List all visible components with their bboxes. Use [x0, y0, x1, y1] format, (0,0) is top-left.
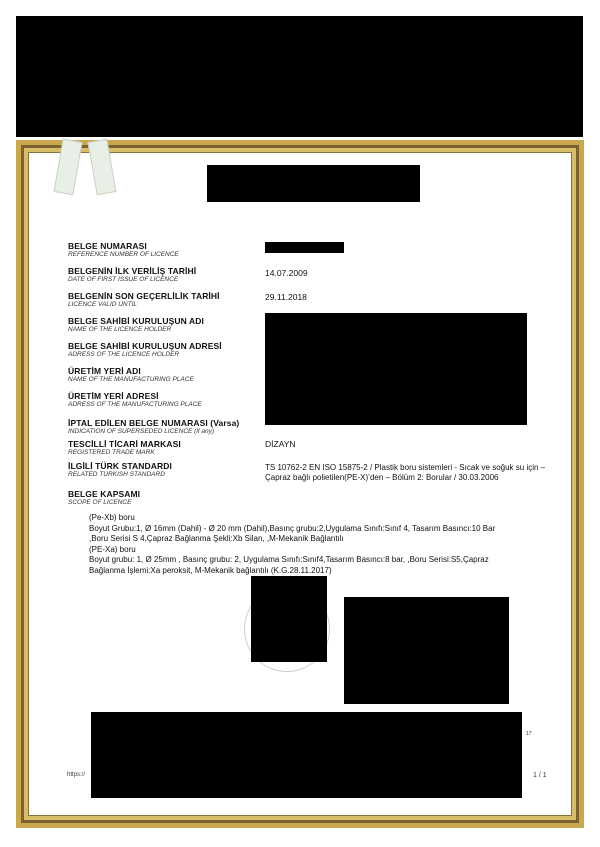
field-ilk-verilis-tarihi — [68, 266, 196, 284]
field-sahibi-adresi — [68, 341, 222, 359]
field-label: TESCİLLİ TİCARİ MARKASI — [68, 439, 181, 449]
field-belge-kapsami — [68, 489, 140, 507]
redacted-signature — [344, 597, 509, 704]
field-sublabel: DATE OF FIRST ISSUE OF LICENCE — [68, 276, 179, 283]
field-label: İPTAL EDİLEN BELGE NUMARASI (Varsa) — [68, 418, 240, 428]
scope-line: (Pe-Xb) boru — [89, 513, 135, 522]
field-uretim-yeri-adi — [68, 366, 194, 384]
field-label: BELGE SAHİBİ KURULUŞUN ADRESİ — [68, 341, 222, 351]
redacted-footer-text — [91, 712, 522, 798]
scope-line: (PE-Xa) boru — [89, 544, 136, 554]
field-sublabel: INDICATION OF SUPERSEDED LICENCE (if any) — [68, 428, 215, 435]
field-label: BELGE SAHİBİ KURULUŞUN ADI — [68, 316, 204, 326]
field-label: BELGE KAPSAMI — [68, 489, 141, 499]
scope-line: Bağlanma İşlemi:Xa peroksit, M-Mekanik bağlantılı (K.G.28.11.2017) — [89, 565, 332, 575]
redacted-header — [16, 16, 583, 137]
field-sublabel: NAME OF THE LICENCE HOLDER — [68, 326, 172, 333]
field-iptal-edilen-belge — [68, 418, 239, 436]
field-sublabel: LICENCE VALID UNTIL — [68, 301, 137, 308]
field-sublabel: SCOPE OF LICENCE — [68, 499, 132, 506]
field-sahibi-adi — [68, 316, 204, 334]
field-label: ÜRETİM YERİ ADI — [68, 366, 141, 376]
redacted-stamp — [251, 576, 327, 662]
scope-line: Boyut Grubu:1, Ø 16mm (Dahil) - Ø 20 mm (Dahil),Basınç grubu:2,Uygulama Sınıfı:Sınıf 4, Tasarım Basıncı:10 Bar — [89, 523, 496, 533]
field-son-gecerlilik-tarihi — [68, 291, 220, 309]
redacted-title — [207, 165, 420, 202]
field-uretim-yeri-adresi — [68, 391, 202, 409]
standard-value: TS 10762-2 EN ISO 15875-2 / Plastik boru sistemleri - Sıcak ve soğuk su için – Çapraz bağlı polietilen(PE-X)’den – Bölüm 2: Borular / 30.03.2006 — [265, 463, 546, 482]
redacted-holder-details — [265, 313, 527, 425]
field-turk-standardi — [68, 461, 172, 479]
field-sublabel: ADRESS OF THE LICENCE HOLDER — [68, 351, 180, 358]
field-label: BELGENİN SON GEÇERLİLİK TARİHİ — [68, 291, 220, 301]
redacted-reference-number — [265, 242, 344, 253]
valid-until-date: 29.11.2018 — [265, 292, 307, 302]
scope-text — [89, 513, 495, 576]
field-sublabel: NAME OF THE MANUFACTURING PLACE — [68, 376, 194, 383]
scope-line: Boyut grubu: 1, Ø 25mm , Basınç grubu: 2, Uygulama Sınıfı:Sınıf4,Tasarım Basıncı:8 bar, ,Boru Serisi:S5,Çapraz — [89, 555, 489, 564]
trade-mark-value: DİZAYN — [265, 439, 296, 449]
field-belge-numarasi — [68, 241, 179, 259]
page-number: 1 / 1 — [533, 772, 547, 779]
first-issue-date: 14.07.2009 — [265, 268, 308, 278]
field-label: BELGE NUMARASI — [68, 241, 147, 251]
field-label: BELGENİN İLK VERİLİŞ TARİHİ — [68, 266, 197, 276]
footer-tail: 17 — [526, 731, 532, 737]
field-sublabel: RELATED TURKISH STANDARD — [68, 471, 165, 478]
field-sublabel: ADRESS OF THE MANUFACTURING PLACE — [68, 401, 202, 408]
field-label: İLGİLİ TÜRK STANDARDI — [68, 461, 172, 471]
field-label: ÜRETİM YERİ ADRESİ — [68, 391, 159, 401]
field-ticari-marka — [68, 439, 181, 457]
scope-line: ,Boru Serisi S 4,Çapraz Bağlanma Şekli:Xb Silan, ,M-Mekanik Bağlantılı — [89, 534, 344, 543]
field-sublabel: REGISTERED TRADE MARK — [68, 449, 155, 456]
field-sublabel: REFERENCE NUMBER OF LICENCE — [68, 251, 179, 258]
footer-url: https:// — [67, 772, 86, 778]
